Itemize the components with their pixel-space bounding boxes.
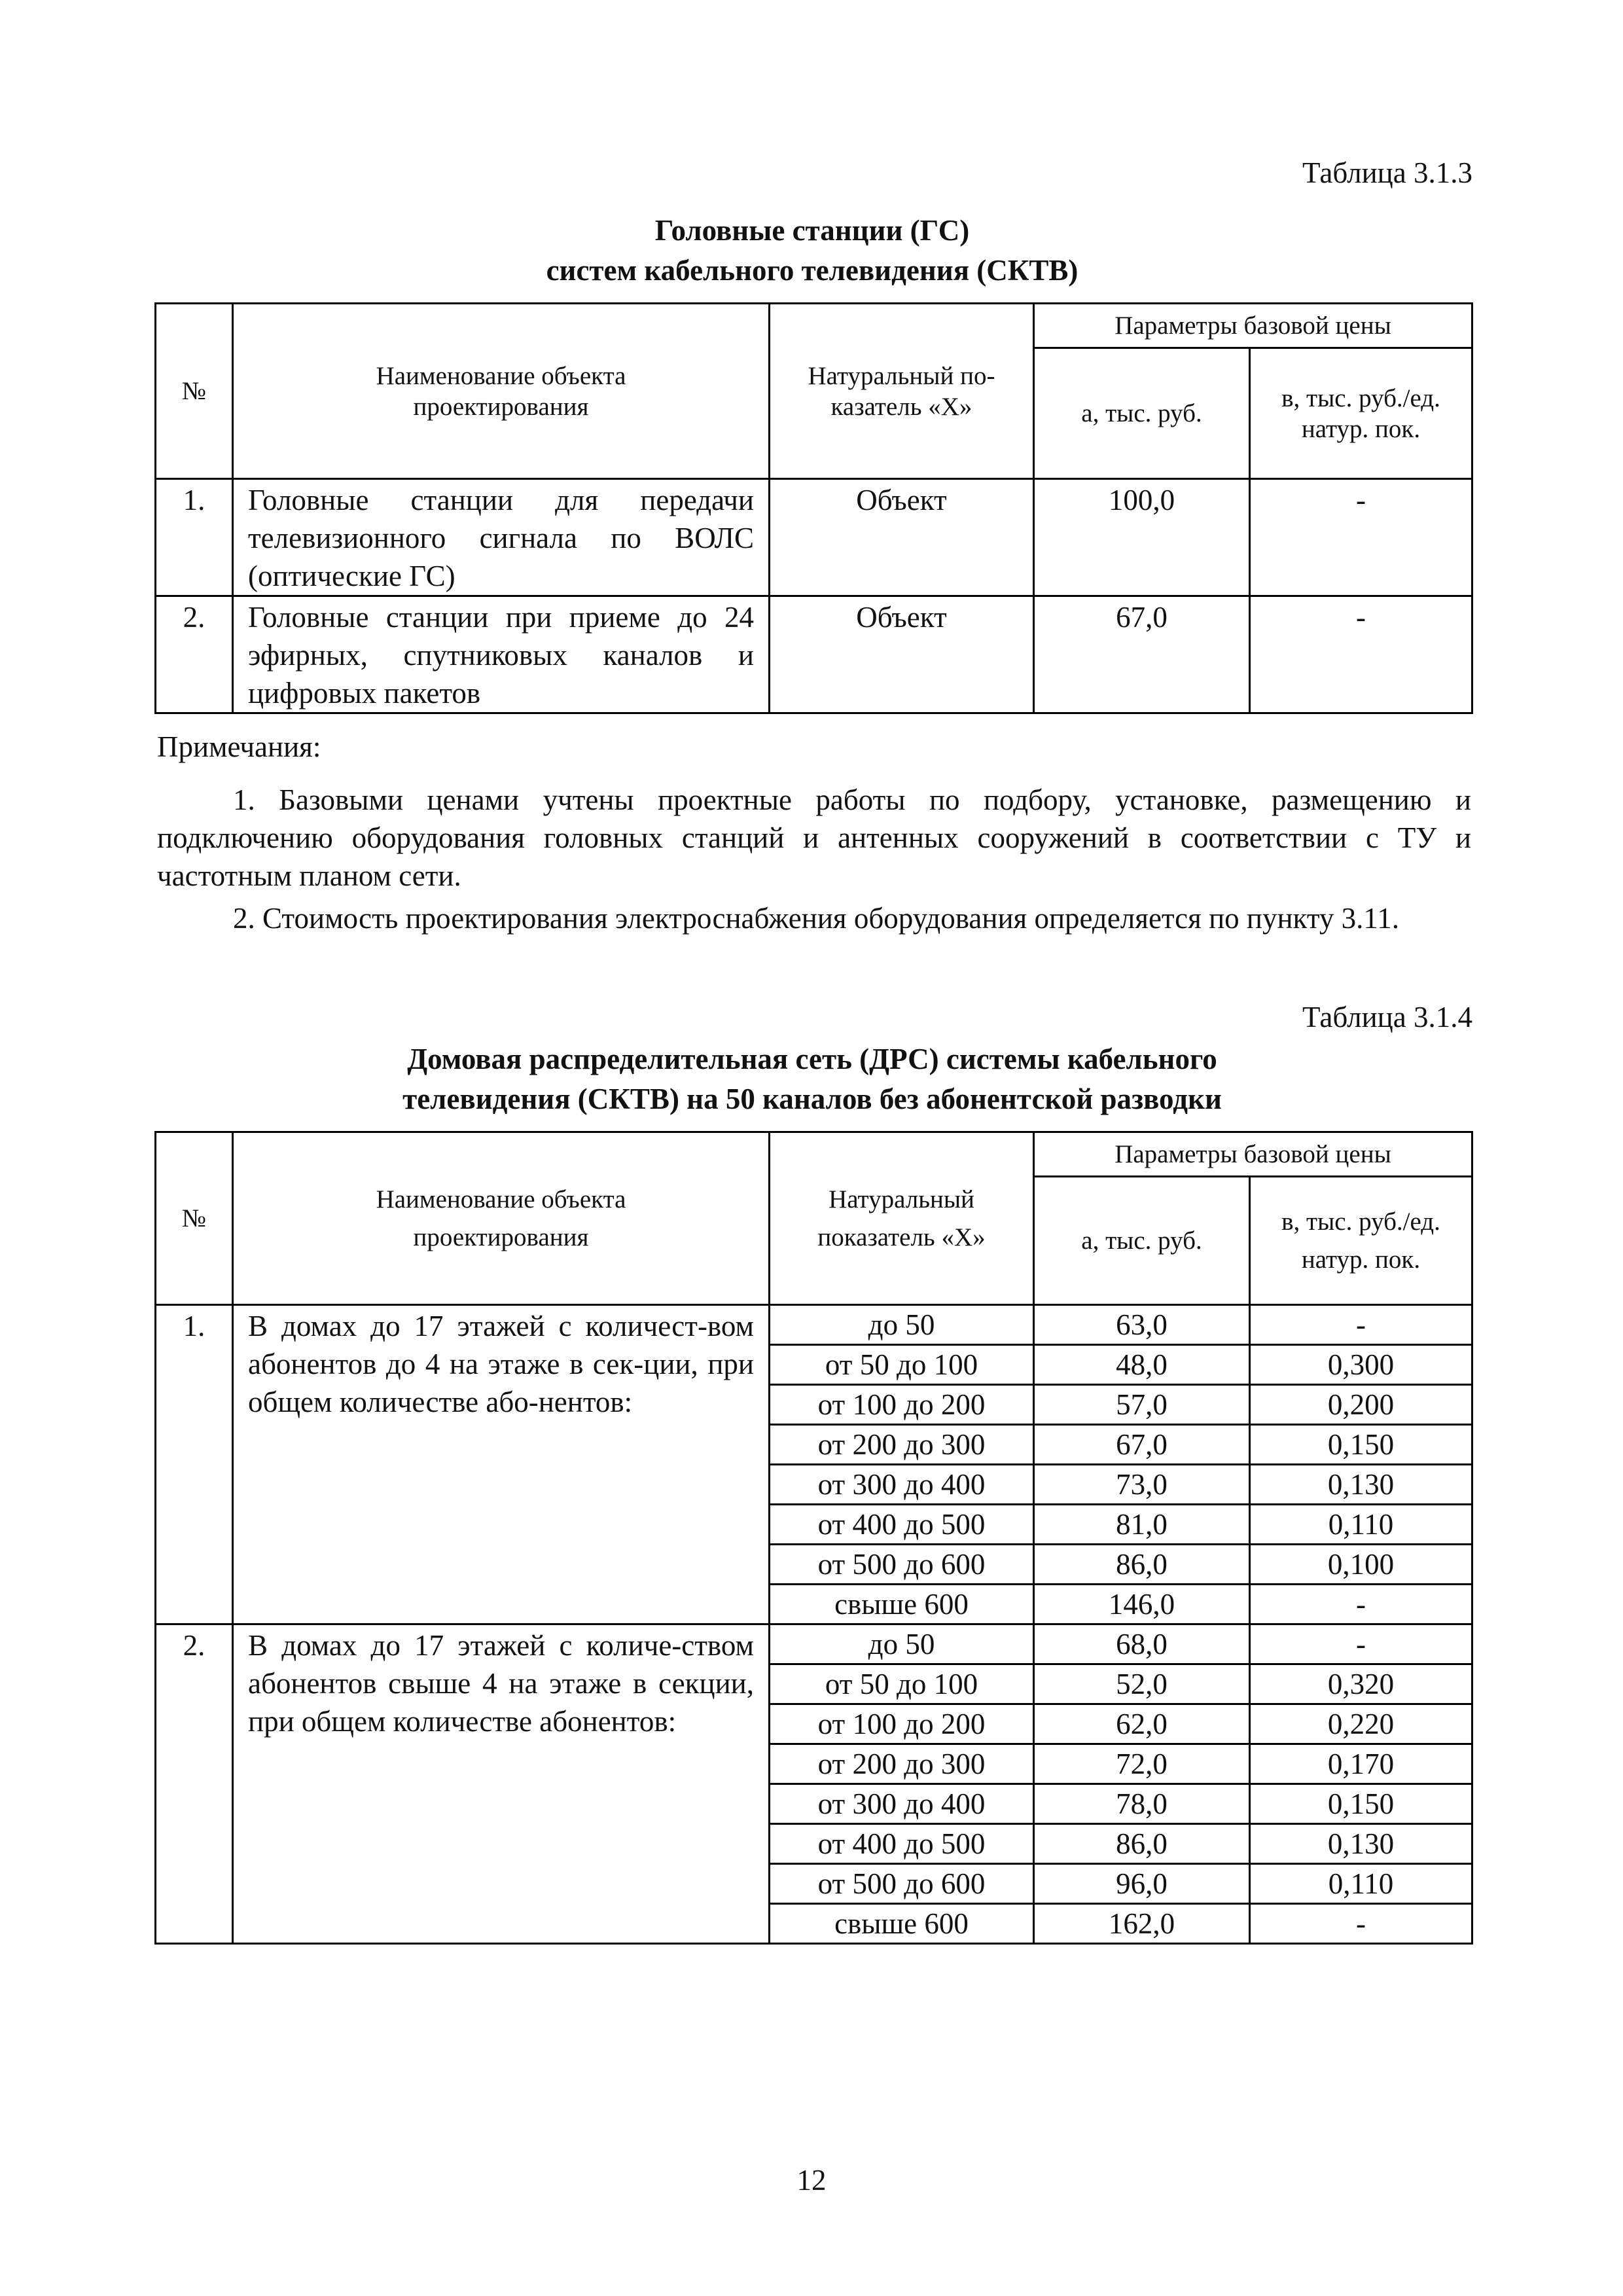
cell-a: 146,0 (1034, 1585, 1250, 1624)
cell-no: 2. (156, 1624, 233, 1944)
cell-a: 57,0 (1034, 1385, 1250, 1425)
table-title (154, 1039, 1470, 1119)
header-cell-indicator: Натуральный показатель «Х» (770, 1132, 1034, 1305)
cell-name: В домах до 17 этажей с количе-ством абонентов свыше 4 на этаже в секции, при общем количестве абонентов: (233, 1624, 770, 1944)
cell-indicator: от 400 до 500 (770, 1505, 1034, 1545)
cell-indicator: от 200 до 300 (770, 1744, 1034, 1784)
header-cell-params: Параметры базовой цены (1034, 304, 1472, 348)
cell-b: 0,200 (1250, 1385, 1472, 1425)
header-cell-b: в, тыс. руб./ед. натур. пок. (1250, 1177, 1472, 1305)
cell-name: Головные станции для передачи телевизионного сигнала по ВОЛС (оптические ГС) (233, 479, 770, 596)
header-cell-no: № (156, 1132, 233, 1305)
cell-a: 48,0 (1034, 1345, 1250, 1385)
header-cell-no: № (156, 304, 233, 479)
table-row (156, 479, 1472, 596)
cell-b: - (1250, 1624, 1472, 1664)
table-row (156, 1624, 1472, 1664)
cell-b: - (1250, 1305, 1472, 1345)
cell-indicator: от 500 до 600 (770, 1864, 1034, 1904)
cell-a: 52,0 (1034, 1664, 1250, 1704)
cell-b: - (1250, 596, 1472, 713)
header-cell-a: а, тыс. руб. (1034, 1177, 1250, 1305)
cell-a: 67,0 (1034, 596, 1250, 713)
table-title (154, 211, 1470, 291)
header-cell-indicator: Натуральный по-казатель «Х» (770, 304, 1034, 479)
cell-a: 100,0 (1034, 479, 1250, 596)
cell-a: 62,0 (1034, 1704, 1250, 1744)
cell-b: - (1250, 1585, 1472, 1624)
cell-no: 1. (156, 479, 233, 596)
cell-indicator: от 50 до 100 (770, 1664, 1034, 1704)
cell-indicator: от 100 до 200 (770, 1704, 1034, 1744)
cell-name: Головные станции при приеме до 24 эфирных, спутниковых каналов и цифровых пакетов (233, 596, 770, 713)
cell-indicator: от 500 до 600 (770, 1545, 1034, 1585)
cell-b: 0,130 (1250, 1465, 1472, 1505)
table-title-line: Головные станции (ГС) (654, 214, 970, 247)
cell-b: 0,130 (1250, 1824, 1472, 1864)
cell-indicator: от 300 до 400 (770, 1784, 1034, 1824)
cell-b: 0,110 (1250, 1505, 1472, 1545)
note-paragraph: 2. Стоимость проектирования электроснабжения оборудования определяется по пункту 3.11. (233, 902, 1399, 935)
cell-a: 96,0 (1034, 1864, 1250, 1904)
cell-indicator: свыше 600 (770, 1585, 1034, 1624)
cell-indicator: от 50 до 100 (770, 1345, 1034, 1385)
cell-b: 0,220 (1250, 1704, 1472, 1744)
cell-a: 162,0 (1034, 1904, 1250, 1944)
cell-indicator: от 100 до 200 (770, 1385, 1034, 1425)
table-title-line: Домовая распределительная сеть (ДРС) системы кабельного (407, 1043, 1217, 1075)
cell-b: 0,170 (1250, 1744, 1472, 1784)
data-table (154, 1131, 1473, 1945)
cell-a: 81,0 (1034, 1505, 1250, 1545)
cell-a: 86,0 (1034, 1824, 1250, 1864)
cell-a: 72,0 (1034, 1744, 1250, 1784)
cell-indicator: от 200 до 300 (770, 1425, 1034, 1465)
cell-b: 0,110 (1250, 1864, 1472, 1904)
table-title-line: систем кабельного телевидения (СКТВ) (546, 254, 1079, 287)
page-number: 12 (796, 2164, 827, 2197)
header-cell-name: Наименование объекта проектирования (233, 304, 770, 479)
header-cell-name: Наименование объекта проектирования (233, 1132, 770, 1305)
cell-a: 86,0 (1034, 1545, 1250, 1585)
header-cell-params: Параметры базовой цены (1034, 1132, 1472, 1177)
notes-heading: Примечания: (157, 730, 321, 763)
cell-indicator: от 400 до 500 (770, 1824, 1034, 1864)
cell-b: 0,100 (1250, 1545, 1472, 1585)
cell-b: 0,150 (1250, 1425, 1472, 1465)
cell-indicator: свыше 600 (770, 1904, 1034, 1944)
table-label: Таблица 3.1.3 (1302, 156, 1472, 189)
table-row (156, 1305, 1472, 1345)
table-title-line: телевидения (СКТВ) на 50 каналов без абонентской разводки (402, 1083, 1222, 1115)
cell-indicator: до 50 (770, 1305, 1034, 1345)
cell-b: - (1250, 1904, 1472, 1944)
header-cell-b: в, тыс. руб./ед. натур. пок. (1250, 348, 1472, 479)
cell-name: В домах до 17 этажей с количест-вом абонентов до 4 на этаже в сек-ции, при общем количестве або-нентов: (233, 1305, 770, 1624)
cell-a: 73,0 (1034, 1465, 1250, 1505)
header-cell-a: а, тыс. руб. (1034, 348, 1250, 479)
cell-indicator: от 300 до 400 (770, 1465, 1034, 1505)
cell-b: 0,150 (1250, 1784, 1472, 1824)
cell-b: - (1250, 479, 1472, 596)
cell-b: 0,300 (1250, 1345, 1472, 1385)
cell-a: 68,0 (1034, 1624, 1250, 1664)
cell-indicator: Объект (770, 596, 1034, 713)
cell-a: 63,0 (1034, 1305, 1250, 1345)
cell-indicator: Объект (770, 479, 1034, 596)
cell-a: 67,0 (1034, 1425, 1250, 1465)
cell-b: 0,320 (1250, 1664, 1472, 1704)
cell-no: 2. (156, 596, 233, 713)
cell-a: 78,0 (1034, 1784, 1250, 1824)
cell-no: 1. (156, 1305, 233, 1624)
table-row (156, 596, 1472, 713)
cell-indicator: до 50 (770, 1624, 1034, 1664)
table-label: Таблица 3.1.4 (1302, 1001, 1472, 1033)
note-paragraph: 1. Базовыми ценами учтены проектные работы по подбору, установке, размещению и подключению оборудования головных станций и антенных сооружений в соответствии с ТУ и частотным планом сети. (157, 783, 1471, 892)
data-table (154, 302, 1473, 714)
